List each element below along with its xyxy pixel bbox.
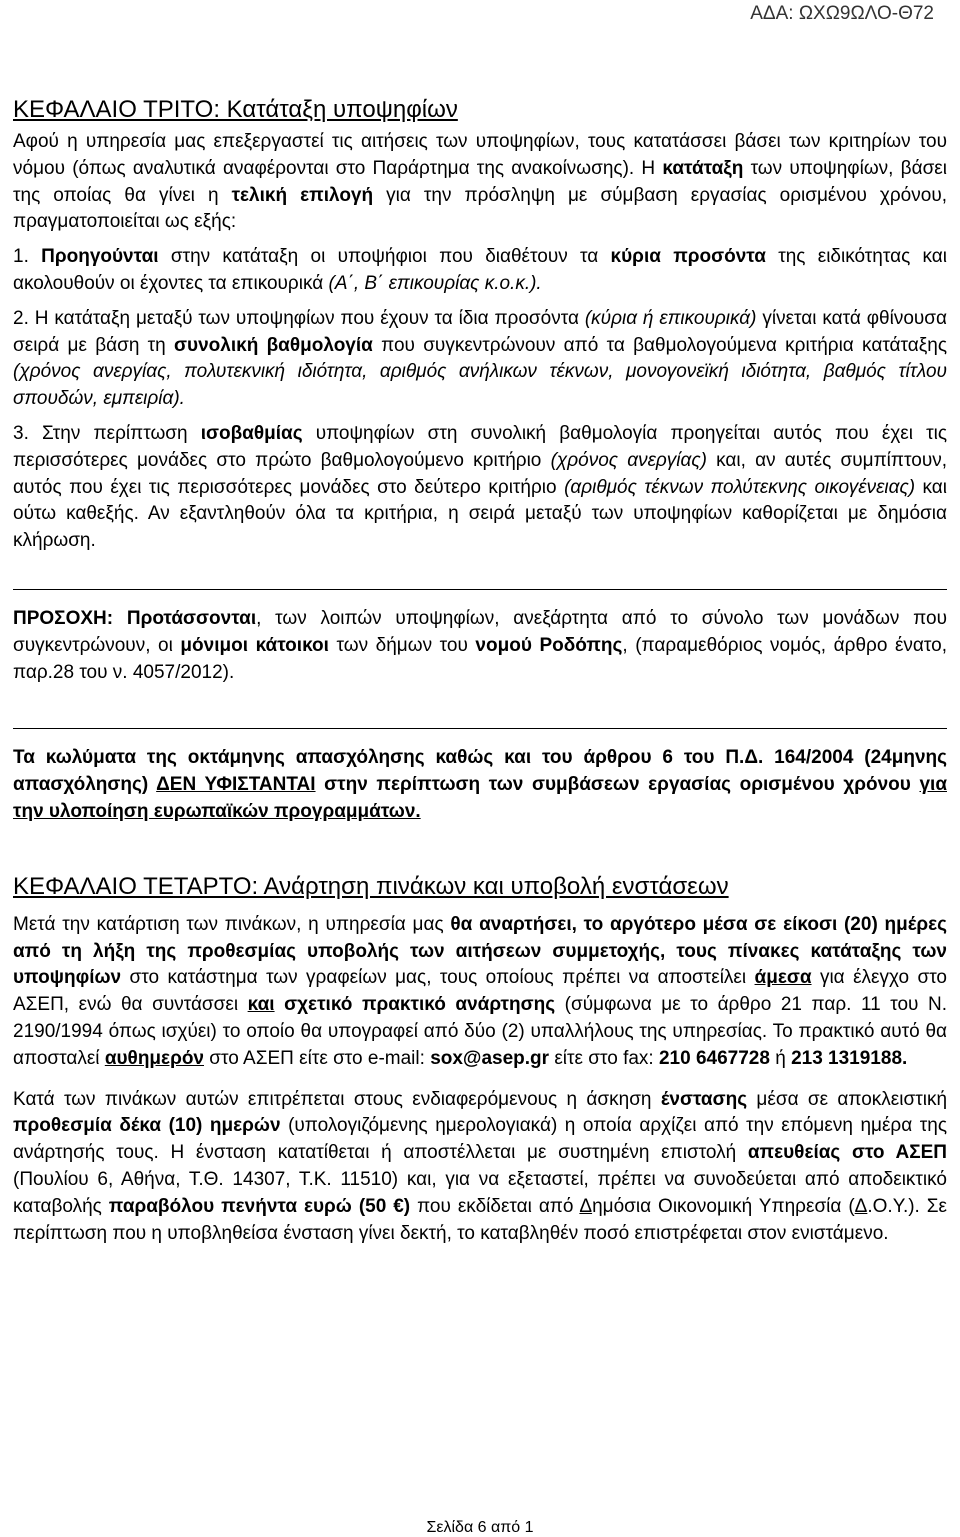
email-link[interactable]: sox@asep.gr — [430, 1047, 550, 1069]
notice-section — [13, 589, 947, 686]
restriction-text: Τα κωλύματα της οκτάμηνης απασχόλησης καθώς και του άρθρου 6 του Π.Δ. 164/2004 (24μηνης απασχόλησης) ΔΕΝ ΥΦΙΣΤΑΝΤΑΙ στην περίπτωση των συμβάσεων εργασίας ορισμένου χρόνου για την υλοποίηση ευρωπαϊκών προγραμμάτων. — [13, 747, 947, 822]
chapter4-paragraph-2: Κατά των πινάκων αυτών επιτρέπεται στους ενδιαφερόμενους η άσκηση ένστασης μέσα σε αποκλειστική προθεσμία δέκα (10) ημερών (υπολογιζόμενης ημερολογιακά) η οποία αρχίζει από την επόμενη ημέρα της ανάρτησής τους. Η ένσταση κατατίθεται ή αποστέλλεται με συστημένη επιστολή απευθείας στο ΑΣΕΠ (Πουλίου 6, Αθήνα, Τ.Θ. 14307, Τ.Κ. 11510) και, για να εξεταστεί, πρέπει να συνοδεύεται από αποδεικτικό καταβολής παραβόλου πενήντα ευρώ (50 €) που εκδίδεται από Δημόσια Οικονομική Υπηρεσία (Δ.Ο.Υ.). Σε περίπτωση που η υποβληθείσα ένσταση γίνει δεκτή, το καταβληθέν ποσό επιστρέφεται στον ενιστάμενο. — [13, 1088, 948, 1244]
ada-code: ΑΔΑ: ΩΧΩ9ΩΛΟ-Θ72 — [750, 3, 934, 24]
page-number: Σελίδα 6 από 1 — [426, 1519, 534, 1536]
chapter4-paragraph-1: Μετά την κατάρτιση των πινάκων, η υπηρεσία μας θα αναρτήσει, το αργότερο μέσα σε είκοσι (20) ημέρες από τη λήξη της προθεσμίας υποβολής των αιτήσεων συμμετοχής, τους πίνακες κατάταξης των υποψηφίων στο κατάστημα των γραφείων μας, τους οποίους πρέπει να αποστείλει άμεσα για έλεγχο στο ΑΣΕΠ, ενώ θα συντάσσει και σχετικό πρακτικό ανάρτησης (σύμφωνα με το άρθρο 21 παρ. 11 του Ν. 2190/1994 όπως ισχύει) το οποίο θα υπογραφεί από δύο (2) υπαλλήλους της υπηρεσίας. Το πρακτικό αυτό θα αποσταλεί αυθημερόν στο ΑΣΕΠ είτε στο e-mail: sox@asep.gr είτε στο fax: 210 6467728 ή 213 1319188. — [13, 913, 947, 1069]
rule-2: 2. Η κατάταξη μεταξύ των υποψηφίων που έχουν τα ίδια προσόντα (κύρια ή επικουρικά) γίνεται κατά φθίνουσα σειρά με βάση τη συνολική βαθμολογία που συγκεντρώνουν από τα βαθμολογούμενα κριτήρια κατάταξης (χρόνος ανεργίας, πολυτεκνική ιδιότητα, αριθμός ανήλικων τέκνων, μονογονεϊκή ιδιότητα, βαθμός τίτλου σπουδών, εμπειρία). — [13, 307, 947, 410]
rule-3: 3. Στην περίπτωση ισοβαθμίας υποψηφίων στη συνολική βαθμολογία προηγείται αυτός που έχει τις περισσότερες μονάδες στο πρώτο βαθμολογούμενο κριτήριο (χρόνος ανεργίας) και, αν αυτές συμπίπτουν, αυτός που έχει τις περισσότερες μονάδες στο δεύτερο κριτήριο (αριθμός τέκνων πολύτεκνης οικογένειας) και ούτω καθεξής. Αν εξαντληθούν όλα τα κριτήρια, η σειρά μεταξύ των υποψηφίων καθορίζεται με δημόσια κλήρωση. — [13, 422, 947, 552]
rule-1: 1. Προηγούνται στην κατάταξη οι υποψήφιοι που διαθέτουν τα κύρια προσόντα της ειδικότητας και ακολουθούν οι έχοντες τα επικουρικά (Α΄, Β΄ επικουρίας κ.ο.κ.). — [13, 246, 947, 294]
restriction-section — [13, 728, 947, 825]
document-body — [13, 95, 947, 1247]
notice-text: ΠΡΟΣΟΧΗ: Προτάσσονται, των λοιπών υποψηφίων, ανεξάρτητα από το σύνολο των μονάδων που συγκεντρώνουν, οι μόνιμοι κάτοικοι των δήμων του νομού Ροδόπης, (παραμεθόριος νομός, άρθρο ένατο, παρ.28 του ν. 4057/2012). — [13, 607, 947, 683]
chapter3-title: ΚΕΦΑΛΑΙΟ ΤΡΙΤΟ: Κατάταξη υποψηφίων — [13, 96, 458, 123]
chapter3-intro: Αφού η υπηρεσία μας επεξεργαστεί τις αιτήσεις των υποψηφίων, τους κατατάσσει βάσει των κριτηρίων του νόμου (όπως αναλυτικά αναφέρονται στο Παράρτημα της ανακοίνωσης). Η κατάταξη των υποψηφίων, βάσει της οποίας θα γίνει η τελική επιλογή για την πρόσληψη με σύμβαση εργασίας ορισμένου χρόνου, πραγματοποιείται ως εξής: — [13, 131, 947, 233]
chapter4-title: ΚΕΦΑΛΑΙΟ ΤΕΤΑΡΤΟ: Ανάρτηση πινάκων και υποβολή ενστάσεων — [13, 872, 729, 900]
